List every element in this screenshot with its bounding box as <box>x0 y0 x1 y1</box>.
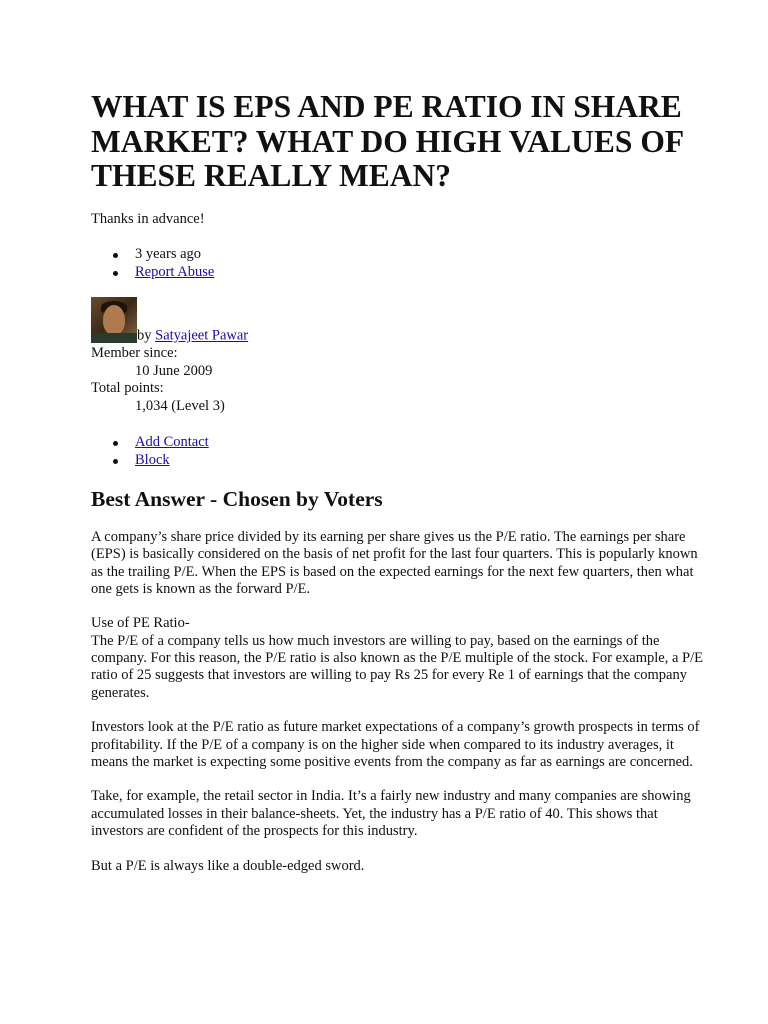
avatar-face <box>103 305 125 335</box>
member-since-label: Member since: <box>91 345 178 361</box>
question-meta-list <box>91 246 214 281</box>
answer-paragraph <box>91 615 703 701</box>
block-link[interactable]: Block <box>135 451 170 468</box>
by-prefix: by <box>137 327 152 344</box>
answer-paragraph-text: The P/E of a company tells us how much investors are willing to pay, based on the earnings of the company. For this reason, the P/E ratio is also known as the P/E multiple of the stock. For example, a P/E ratio of 25 suggests that investors are willing to pay Rs 25 for every Re 1 of earnings that the company generates. <box>91 632 703 701</box>
author-line <box>91 297 248 345</box>
avatar[interactable] <box>91 297 137 343</box>
total-points-label: Total points: <box>91 380 164 396</box>
member-since-value: 10 June 2009 <box>135 362 213 379</box>
best-answer-heading: Best Answer - Chosen by Voters <box>91 487 383 511</box>
report-abuse-link[interactable]: Report Abuse <box>135 263 215 280</box>
block-item <box>91 452 209 470</box>
answer-paragraph: A company’s share price divided by its earning per share gives us the P/E ratio. The earnings per share (EPS) is basically considered on the basis of net profit for the last four quarters. This is popularly known as the trailing P/E. When the EPS is based on the expected earnings for the next few quarters, then what one gets is known as the forward P/E. <box>91 529 698 597</box>
question-details: Thanks in advance! <box>91 211 205 227</box>
author-block <box>91 297 248 415</box>
report-abuse-item <box>91 264 214 282</box>
question-title: WHAT IS EPS AND PE RATIO IN SHARE MARKET? WHAT DO HIGH VALUES OF THESE REALLY MEAN? <box>91 89 683 193</box>
answer-paragraph: Investors look at the P/E ratio as future market expectations of a company’s growth prospects in terms of profitability. If the P/E of a company is on the higher side when compared to its industry averages, it means the market is expecting some positive events from the company as far as earnings are concerned. <box>91 719 700 770</box>
avatar-shirt <box>91 333 137 343</box>
question-age: 3 years ago <box>91 246 214 264</box>
member-info <box>91 345 248 415</box>
author-name-link[interactable]: Satyajeet Pawar <box>155 327 249 344</box>
answer-paragraph: Take, for example, the retail sector in India. It’s a fairly new industry and many companies are showing accumulated losses in their balance-sheets. Yet, the industry has a P/E ratio of 40. This shows that investors are confident of the prospects for this industry. <box>91 788 691 840</box>
best-answer-body <box>91 529 703 892</box>
add-contact-item <box>91 434 209 452</box>
answer-paragraph: But a P/E is always like a double-edged sword. <box>91 857 365 874</box>
answer-subheading: Use of PE Ratio- <box>91 615 190 632</box>
author-actions-list <box>91 434 209 469</box>
total-points-value: 1,034 (Level 3) <box>135 397 225 414</box>
add-contact-link[interactable]: Add Contact <box>135 434 209 450</box>
